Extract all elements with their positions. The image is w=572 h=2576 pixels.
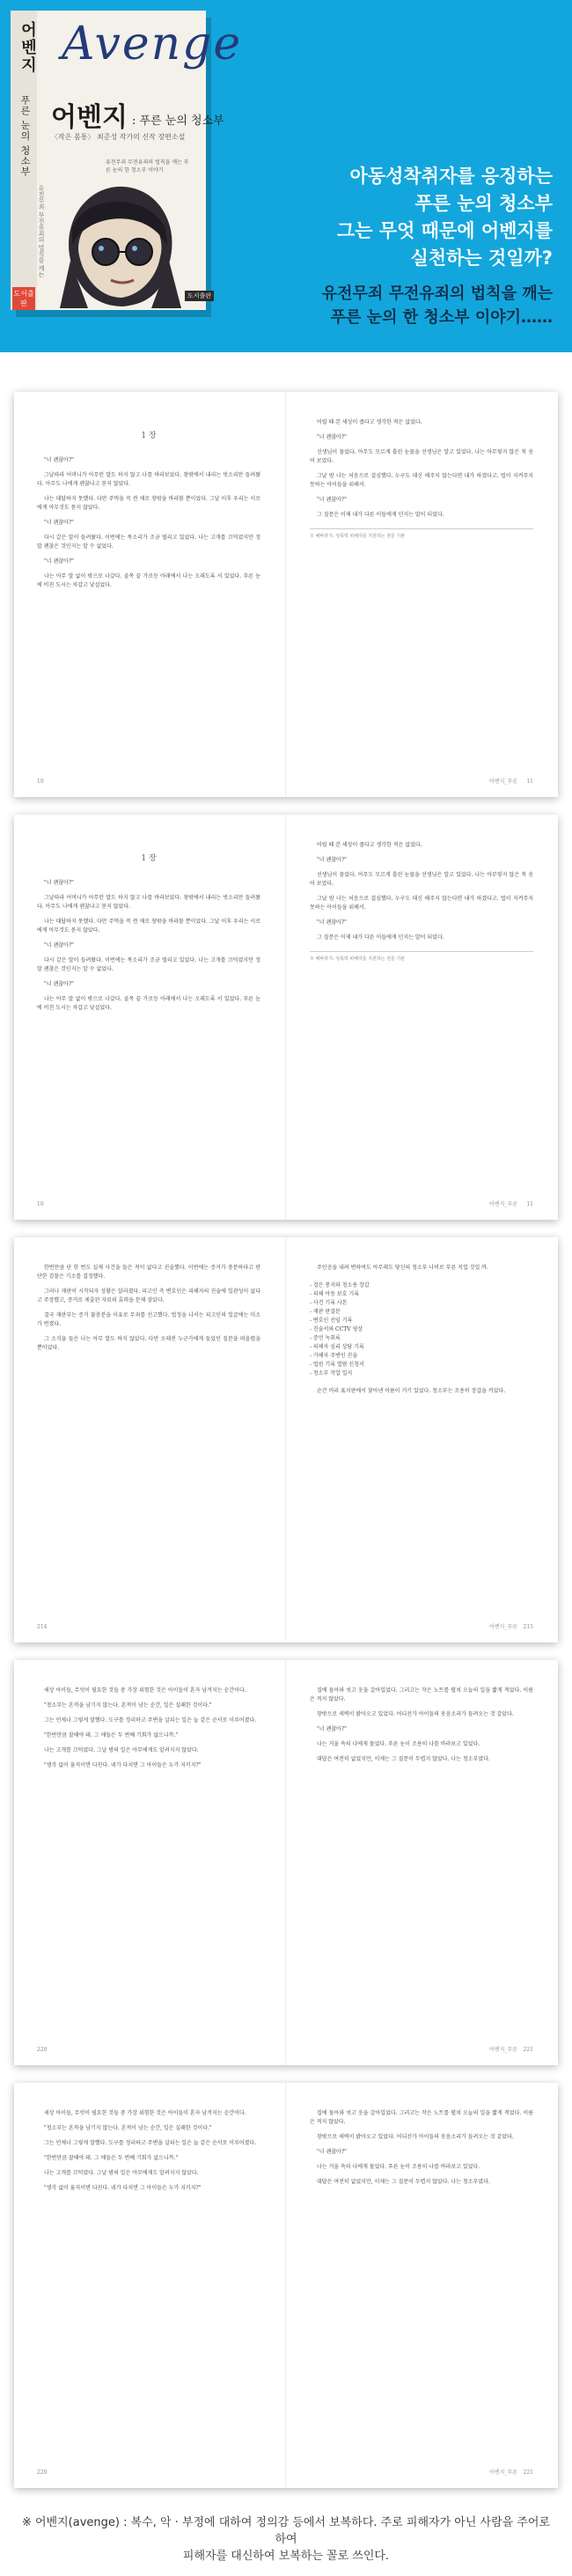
paragraph: 그날따라 어머니가 아무런 말도 하지 않고 나를 바라보았다. 창밖에서 내리는 빗소리만 들려왔다. 아무도 나에게 괜찮냐고 묻지 않았다. [37,472,260,487]
paragraph: "너 괜찮아?" [317,1726,347,1732]
cover-script-title: Avenge [62,18,243,70]
right-page [310,841,533,1193]
headline-line: 그는 무엇 때문에 어벤지를 [336,220,553,241]
page-number: 214 [37,1624,48,1630]
hero-subheadline [201,282,553,329]
right-page [310,1264,533,1616]
paragraph: 집에 돌아와 씻고 옷을 갈아입었다. 그러고는 작은 노트를 펼쳐 오늘의 일을 짧게 적었다. 이름은 적지 않았다. [310,2110,533,2125]
book-spread-4 [14,1660,558,2065]
page-number: 11 [526,1201,533,1207]
headline-line: 아동성착취자를 응징하는 [349,166,553,187]
paragraph: 세상 아이들, 무엇이 필요한 것들 중 가장 위험한 것은 아이들이 혼자 남겨지는 순간이다. [44,1687,246,1694]
paragraph: 그러나 재판이 시작되자 상황은 달라졌다. 피고인 측 변호인은 피해자의 진술에 일관성이 없다고 주장했고, 증거로 제출된 자료의 효력을 문제 삼았다. [37,1288,260,1303]
left-page [37,1264,260,1616]
evidence-list [310,1281,533,1378]
list-item: - 피해 아동 보호 기록 [310,1291,360,1297]
portrait-illustration [53,176,185,308]
spine-title: 어벤지 [18,21,37,74]
list-item: - 법원 기록 열람 신청서 [310,1362,364,1368]
paragraph: 대답은 여전히 없었지만, 이제는 그 질문이 두렵지 않았다. 나는 청소부였다. [317,2179,490,2185]
paragraph: 나는 아무 말 없이 밖으로 나갔다. 골목 끝 가로등 아래에서 나는 오래도록 서 있었다. 푸른 눈에 비친 도시는 차갑고 낯설었다. [37,996,260,1011]
paragraph: 한번만큼 단 한 번도 실제 사건을 들은 적이 없다고 진술했다. 이번에는 증거가 충분하다고 판단한 검찰은 기소를 결정했다. [37,1265,260,1280]
paragraph: 그는 언제나 그렇게 말했다. 도구를 정리하고 주변을 살피는 일은 늘 같은 순서로 이루어졌다. [44,1717,257,1723]
paragraph: "너 괜찮아?" [44,457,74,463]
cover-title: 어벤지 [51,102,128,133]
book-spread-5 [14,2083,558,2488]
book-spread-1 [14,392,558,797]
paragraph: "너 괜찮아?" [44,942,74,948]
paragraph: 주인공을 내려 변하여도 아무래도 당신의 청소부 나비로 푸른 직업 것일 까. [317,1265,488,1271]
paragraph: 다시 같은 말이 들려왔다. 이번에는 목소리가 조금 떨리고 있었다. 나는 고개를 끄덕였지만 정말 괜찮은 것인지는 알 수 없었다. [37,957,260,972]
paragraph: 나는 대답하지 못했다. 다만 주먹을 꼭 쥔 채로 창밖을 바라볼 뿐이었다. 그날 이후 우리는 서로에게 아무것도 묻지 않았다. [37,919,260,934]
subheadline-line: 푸른 눈의 한 청소부 이야기…… [330,308,553,327]
spine-back-text: 유전무죄 무전유죄의 법칙을 깨는 [38,185,45,277]
paragraph: 나는 거울 속의 나에게 물었다. 푸른 눈이 조용히 나를 바라보고 있었다. [317,2164,480,2170]
right-page [310,1687,533,2039]
paragraph: 나는 고개를 끄덕였다. 그날 밤의 일은 아무에게도 알려지지 않았다. [44,2170,199,2176]
paragraph: 다시 같은 말이 들려왔다. 이번에는 목소리가 조금 떨리고 있었다. 나는 고개를 끄덕였지만 정말 괜찮은 것인지는 알 수 없었다. [37,535,260,550]
right-page [310,2109,533,2462]
footer-note [18,2514,554,2565]
paragraph: 그날 밤 나는 처음으로 결심했다. 누구도 대신 해주지 않는다면 내가 하겠다고. 법이 지켜주지 못하는 아이들을 위해서. [310,896,533,911]
paragraph: 나는 대답하지 못했다. 다만 주먹을 꼭 쥔 채로 창밖을 바라볼 뿐이었다. 그날 이후 우리는 서로에게 아무것도 묻지 않았다. [37,496,260,511]
chapter-heading: 1 장 [141,854,157,863]
paragraph: 그날따라 어머니가 아무런 말도 하지 않고 나를 바라보았다. 창밖에서 내리는 빗소리만 들려왔다. 아무도 나에게 괜찮냐고 묻지 않았다. [37,895,260,910]
paragraph: 집에 돌아와 씻고 옷을 갈아입었다. 그러고는 작은 노트를 펼쳐 오늘의 일을 짧게 적었다. 이름은 적지 않았다. [310,1687,533,1702]
running-head: 어벤지_푸른 [489,779,517,785]
list-item: - 검은 봉지와 청소용 장갑 [310,1282,370,1288]
right-page [310,418,533,771]
footer-note-line: ※ 어벤지(avenge) : 복수, 악 · 부정에 대하여 정의감 등에서 보복하다. 주로 피해자가 아닌 사람을 주어로 하여 [21,2516,551,2546]
paragraph: 선생님이 물었다. 아무도 모르게 흘린 눈물을 선생님은 알고 있었다. 나는 아무렇지 않은 척 웃어 보였다. [310,449,533,464]
list-item: - 진술서와 CCTV 영상 [310,1326,363,1332]
paragraph: 선생님이 물었다. 아무도 모르게 흘린 눈물을 선생님은 알고 있었다. 나는 아무렇지 않은 척 웃어 보였다. [310,872,533,887]
spine-publisher: 도서출판 [12,287,35,310]
list-item: - 청소부 작업 일지 [310,1370,353,1377]
paragraph: 나는 아무 말 없이 밖으로 나갔다. 골목 끝 가로등 아래에서 나는 오래도록 서 있었다. 푸른 눈에 비친 도시는 차갑고 낯설었다. [37,573,260,588]
paragraph: 결국 재판부는 증거 불충분을 이유로 무죄를 선고했다. 법정을 나서는 피고인의 얼굴에는 미소가 번졌다. [37,1312,260,1327]
list-item: - 변호인 선임 기록 [310,1318,353,1324]
paragraph: 세상 아이들, 무엇이 필요한 것들 중 가장 위험한 것은 아이들이 혼자 남겨지는 순간이다. [44,2110,246,2116]
paragraph: "너 괜찮아?" [317,857,347,863]
paragraph: "한번만큼 잘해야 돼. 그 애들은 두 번째 기회가 없으니까." [44,1732,179,1738]
left-page [37,418,260,771]
paragraph: "청소부는 흔적을 남기지 않는다. 흔적이 남는 순간, 일은 실패한 것이다." [44,1702,212,1709]
page-number: 10 [37,779,44,785]
footnote: ※ 해바라기: 성폭력 피해자를 지원하는 전문 기관 [310,528,533,539]
book-spread-3 [14,1237,558,1642]
paragraph: "생각 없이 움직이면 다친다. 네가 다치면 그 아이들은 누가 지키지?" [44,1762,202,1768]
paragraph: "너 괜찮아?" [44,880,74,886]
paragraph: "너 괜찮아?" [44,558,74,565]
page-number: 215 [523,1624,533,1630]
cover-subtitle: : 푸른 눈의 청소부 [132,114,224,128]
subheadline-line: 유전무죄 무전유죄의 법칙을 깨는 [321,284,553,303]
paragraph: "청소부는 흔적을 남기지 않는다. 흔적이 남는 순간, 일은 실패한 것이다." [44,2125,212,2131]
cover-blurb: 유전무죄 무전유죄의 법칙을 깨는 푸른 눈의 한 청소부 이야기 [106,159,189,173]
hero-banner [0,0,572,352]
list-item: - 피해자 심리 상담 기록 [310,1344,364,1350]
page-number: 220 [37,2469,48,2476]
paragraph: 그는 언제나 그렇게 말했다. 도구를 정리하고 주변을 살피는 일은 늘 같은 순서로 이루어졌다. [44,2140,257,2146]
list-item: - 증언 녹취록 [310,1335,341,1341]
page-number: 221 [523,2469,533,2476]
left-page [37,2109,260,2462]
spine-subtitle: 푸른 눈의 청소부 [19,95,31,177]
paragraph: 창밖으로 새벽이 밝아오고 있었다. 어디선가 아이들의 웃음소리가 들려오는 것 같았다. [317,2134,514,2140]
paragraph: 나는 고개를 끄덕였다. 그날 밤의 일은 아무에게도 알려지지 않았다. [44,1747,199,1753]
paragraph: "너 괜찮아?" [317,434,347,440]
left-page [37,1687,260,2039]
paragraph: "너 괜찮아?" [317,919,347,926]
paragraph: 창밖으로 새벽이 밝아오고 있었다. 어디선가 아이들의 웃음소리가 들려오는 것 같았다. [317,1711,514,1717]
paragraph: "너 괜찮아?" [44,520,74,526]
paragraph: 나는 거울 속의 나에게 물었다. 푸른 눈이 조용히 나를 바라보고 있었다. [317,1741,480,1747]
paragraph: "한번만큼 잘해야 돼. 그 애들은 두 번째 기회가 없으니까." [44,2155,179,2161]
footer-note-line: 피해자를 대신하여 보복하는 꼴로 쓰인다. [182,2550,390,2563]
cover-tagline: 〈작은 몸통〉 최준성 작가의 신작 장편소설 [51,133,186,141]
running-head: 어벤지_푸른 [489,1201,517,1207]
list-item: - 사건 기록 사본 [310,1300,348,1306]
paragraph: 순간 머리 표지판에서 찾아낸 이름이 거기 있었다. 청소부는 조용히 장갑을 끼었다. [317,1388,506,1394]
paragraph: 그날 밤 나는 처음으로 결심했다. 누구도 대신 해주지 않는다면 내가 하겠다고. 법이 지켜주지 못하는 아이들을 위해서. [310,473,533,488]
paragraph: "너 괜찮아?" [44,981,74,987]
cover-publisher-logo: 도서출판 [185,291,214,301]
footnote: ※ 해바라기: 성폭력 피해자를 지원하는 전문 기관 [310,951,533,962]
paragraph: "생각 없이 움직이면 다친다. 네가 다치면 그 아이들은 누가 지키지?" [44,2185,202,2191]
paragraph: "너 괜찮아?" [317,2149,347,2155]
book-spread-2 [14,815,558,1220]
headline-line: 푸른 눈의 청소부 [414,193,553,214]
chapter-heading: 1 장 [141,432,157,440]
paragraph: 그 질문은 이제 내가 다른 이들에게 던지는 말이 되었다. [317,934,444,941]
headline-line: 실천하는 것일까? [410,247,553,269]
list-item: - 가해자 주변인 진술 [310,1353,358,1359]
running-head: 어벤지_푸른 [489,2047,517,2053]
list-item: - 재판 판결문 [310,1309,341,1315]
page-number: 220 [37,2047,48,2053]
page-number: 221 [523,2047,533,2053]
paragraph: 그 질문은 이제 내가 다른 이들에게 던지는 말이 되었다. [317,512,444,518]
page-number: 11 [526,779,533,785]
paragraph: 그 소식을 들은 나는 아무 말도 하지 않았다. 다만 오래전 누군가에게 들었던 질문을 떠올렸을 뿐이었다. [37,1336,260,1351]
paragraph: 어릴 때 본 세상이 좁다고 생각한 적은 없었다. [317,842,422,848]
paragraph: 어릴 때 본 세상이 좁다고 생각한 적은 없었다. [317,419,422,425]
hero-headline [218,163,553,272]
paragraph: "너 괜찮아?" [317,497,347,503]
paragraph: 대답은 여전히 없었지만, 이제는 그 질문이 두렵지 않았다. 나는 청소부였다. [317,1756,490,1762]
running-head: 어벤지_푸른 [489,2469,517,2476]
page-number: 10 [37,1201,44,1207]
running-head: 어벤지_푸른 [489,1624,517,1630]
left-page [37,841,260,1193]
